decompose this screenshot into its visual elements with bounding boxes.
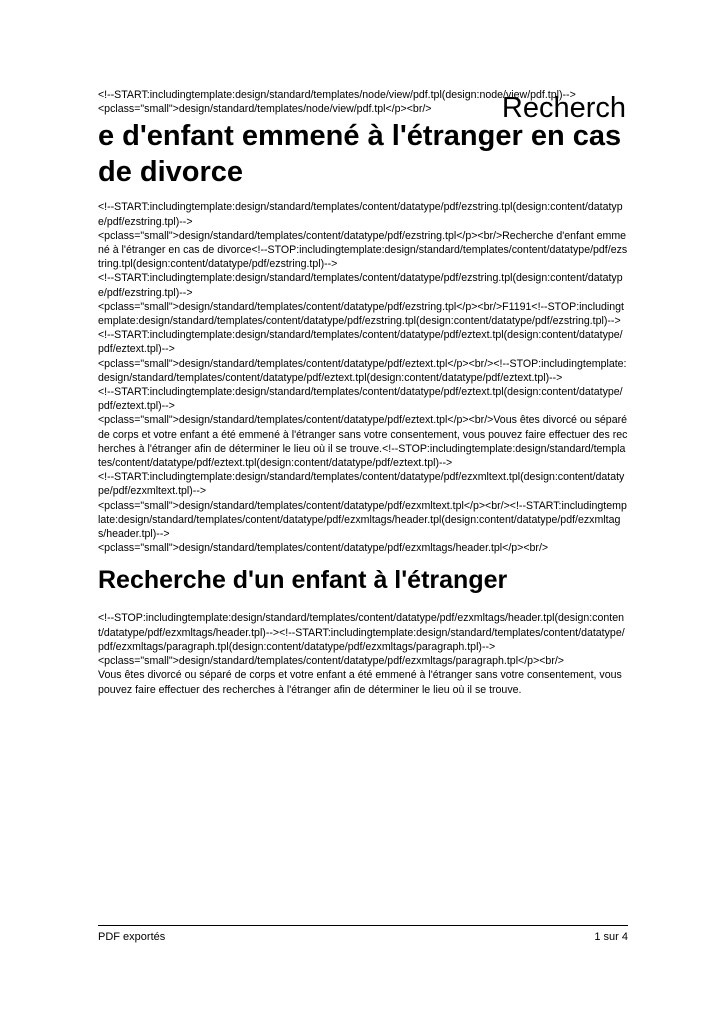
body-paragraph: Vous êtes divorcé ou séparé de corps et votre enfant a été emmené à l'étranger sans votre consentement, vous pouvez faire effectuer des recherches à l'étranger afin de déterminer le lieu où il se trouve.	[98, 669, 622, 696]
title-overlay: Recherch	[501, 92, 626, 124]
source-block: <!--START:includingtemplate:design/standard/templates/content/datatype/pdf/ezstring.tpl(design:content/datatype/pdf/ezstring.tpl)-->	[98, 272, 623, 299]
title-block	[98, 88, 628, 190]
page-footer	[98, 925, 628, 944]
source-blocks	[98, 200, 628, 555]
pdf-page	[98, 88, 628, 697]
header-source-small: <pclass="small">design/standard/templates/node/view/pdf.tpl</p><br/>	[98, 103, 432, 116]
source-block: <pclass="small">design/standard/templates/content/datatype/pdf/ezxmltags/paragraph.tpl</p><br/>	[98, 655, 564, 668]
source-block: <pclass="small">design/standard/templates/content/datatype/pdf/ezstring.tpl</p><br/>Recherche d'enfant emmené à l'étranger en cas de divorce<!--STOP:includingtemplate:design/standard/templates/content/datatype/pdf/ezstring.tpl(design:content/datatype/pdf/ezstring.tpl)-->	[98, 229, 628, 271]
source-block: <!--START:includingtemplate:design/standard/templates/content/datatype/pdf/ezxmltext.tpl(design:content/datatype/pdf/ezxmltext.tpl)-->	[98, 471, 625, 498]
source-block: <pclass="small">design/standard/templates/content/datatype/pdf/eztext.tpl</p><br/>Vous êtes divorcé ou séparé de corps et votre enfant a été emmené à l'étranger sans votre consentement, vous pouvez faire effectuer des recherches à l'étranger afin de déterminer le lieu où il se trouve.<!--STOP:includingtemplate:design/standard/templates/content/datatype/pdf/eztext.tpl(design:content/datatype/pdf/eztext.tpl)-->	[98, 414, 628, 470]
source-block: <pclass="small">design/standard/templates/content/datatype/pdf/ezstring.tpl</p><br/>F1191<!--STOP:includingtemplate:design/standard/templates/content/datatype/pdf/ezstring.tpl(design:content/datatype/pdf/ezstring.tpl)-->	[98, 300, 624, 328]
source-block: <!--START:includingtemplate:design/standard/templates/content/datatype/pdf/ezstring.tpl(design:content/datatype/pdf/ezstring.tpl)-->	[98, 201, 623, 228]
source-block: <pclass="small">design/standard/templates/content/datatype/pdf/eztext.tpl</p><br/><!--STOP:includingtemplate:design/standard/templates/content/datatype/pdf/eztext.tpl(design:content/datatype/pdf/eztext.tpl)-->	[98, 357, 627, 384]
source-block: <pclass="small">design/standard/templates/content/datatype/pdf/ezxmltext.tpl</p><br/><!--START:includingtemplate:design/standard/templates/content/datatype/pdf/ezxmltags/header.tpl(design:content/datatype/pdf/ezxmltags/header.tpl)-->	[98, 499, 627, 541]
source-block: <!--START:includingtemplate:design/standard/templates/content/datatype/pdf/eztext.tpl(design:content/datatype/pdf/eztext.tpl)-->	[98, 386, 623, 413]
page-title: e d'enfant emmené à l'étranger en cas de divorce	[98, 120, 622, 189]
source-block: <!--STOP:includingtemplate:design/standard/templates/content/datatype/pdf/ezxmltags/header.tpl(design:content/datatype/pdf/ezxmltags/header.tpl)--><!--START:includingtemplate:design/standard/templates/content/datatype/pdf/ezxmltags/paragraph.tpl(design:content/datatype/pdf/ezxmltags/paragraph.tpl)-->	[98, 612, 625, 653]
footer-label: PDF exportés	[98, 931, 166, 943]
source-block: <!--START:includingtemplate:design/standard/templates/content/datatype/pdf/eztext.tpl(design:content/datatype/pdf/eztext.tpl)-->	[98, 329, 623, 356]
page-number: 1 sur 4	[594, 931, 628, 943]
source-blocks-2	[98, 611, 628, 668]
header-source-comment: <!--START:includingtemplate:design/standard/templates/node/view/pdf.tpl(design:node/view/pdf.tpl)-->	[98, 89, 576, 101]
source-block: <pclass="small">design/standard/templates/content/datatype/pdf/ezxmltags/header.tpl</p><br/>	[98, 542, 549, 555]
section-heading: Recherche d'un enfant à l'étranger	[98, 566, 508, 595]
